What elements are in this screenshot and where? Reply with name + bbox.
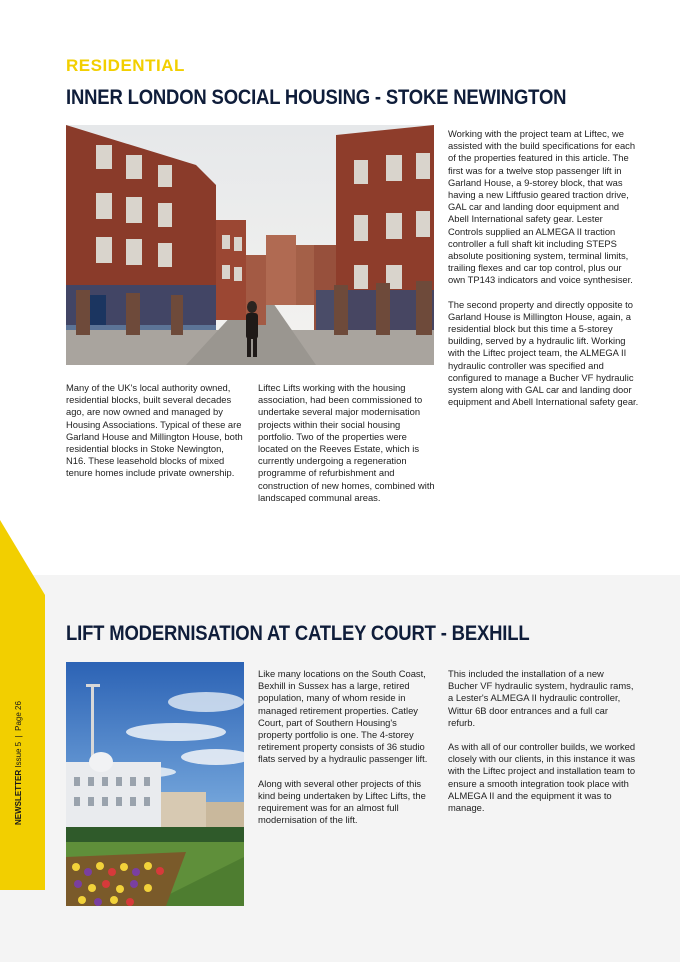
article-title-catley-court: LIFT MODERNISATION AT CATLEY COURT - BEXHILL	[66, 622, 530, 645]
section2-column-2	[448, 668, 636, 826]
catley-court-photo	[66, 662, 244, 906]
housing-street-image	[66, 125, 434, 365]
section1-col3-para1: Working with the project team at Liftec, we assisted with the build specifications for each of the properties featured in this article. The first was for a twelve stop passenger lift in Garland House, a 9-storey block, that was having a new Liftfusio geared traction drive, GAL car and landing door equipment and Abell International safety gear. Lester Controls supplied an ALMEGA II traction controller a full shaft kit including STEPS absolute positioning system, terminal limits, trailing flexes and car top control, plus our own TP143 indicators and voice synthesiser.	[448, 128, 636, 286]
section2-col1-para2: Along with several other projects of this kind being undertaken by Liftec Lifts, the requirement was for an almost full modernisation of the lift.	[258, 777, 426, 826]
side-page-label	[14, 701, 23, 825]
side-page-number: Page 26	[14, 701, 23, 731]
section1-col2-text: Liftec Lifts working with the housing association, had been commissioned to undertake several major modernisation projects within their social housing portfolio. Two of the properties were located on the Reeves Estate, which is currently undergoing a regeneration programme of refurbishment and construction of new homes, combined with landscaped communal areas.	[258, 382, 435, 503]
section-kicker: RESIDENTIAL	[66, 56, 185, 75]
section1-column-2	[258, 382, 436, 516]
section1-column-1	[66, 382, 246, 492]
section2-col1-para1: Like many locations on the South Coast, Bexhill in Sussex has a large, retired population, many of whom reside in managed retirement properties. Catley Court, part of Southern Housing's property portfolio is one. The 4-storey retirement property consists of 36 studio flats served by a hydraulic passenger lift.	[258, 668, 428, 765]
section1-col3-para2: The second property and directly opposite to Garland House is Millington House, again, a residential block but this time a 5-storey building, served by a hydraulic lift. Working with the Liftec project team, the ALMEGA II hydraulic controller was specified and configured to manage a Bucher VF hydraulic system along with GAL car and landing door equipment and Abell International safety gear.	[448, 298, 639, 408]
section2-col2-para1: This included the installation of a new Bucher VF hydraulic system, hydraulic rams, a Lester's ALMEGA II hydraulic controller, Wittur 6B door entrances and a full car refurb.	[448, 668, 634, 728]
side-separator: |	[14, 735, 23, 738]
section2-col2-para2: As with all of our controller builds, we worked closely with our clients, in this instance it was with the Liftec project and installation team to ensure a smooth integration took place with ALMEGA II and the equipment it was to manage.	[448, 741, 636, 814]
seafront-garden-image	[66, 662, 244, 906]
section2-column-1	[258, 668, 433, 838]
stoke-newington-photo	[66, 125, 434, 365]
side-newsletter-title: NEWSLETTER	[14, 769, 23, 825]
side-issue: Issue 5	[14, 741, 23, 768]
section1-column-3	[448, 128, 640, 420]
section1-col1-text: Many of the UK's local authority owned, residential blocks, built several decades ago, are now owned and managed by Housing Associations. Typical of these are Garland House and Millington House, both residential blocks in Stoke Newington, N16. These leasehold blocks of mixed tenure homes include private ownership.	[66, 382, 243, 479]
article-title-stoke-newington: INNER LONDON SOCIAL HOUSING - STOKE NEWINGTON	[66, 86, 567, 109]
